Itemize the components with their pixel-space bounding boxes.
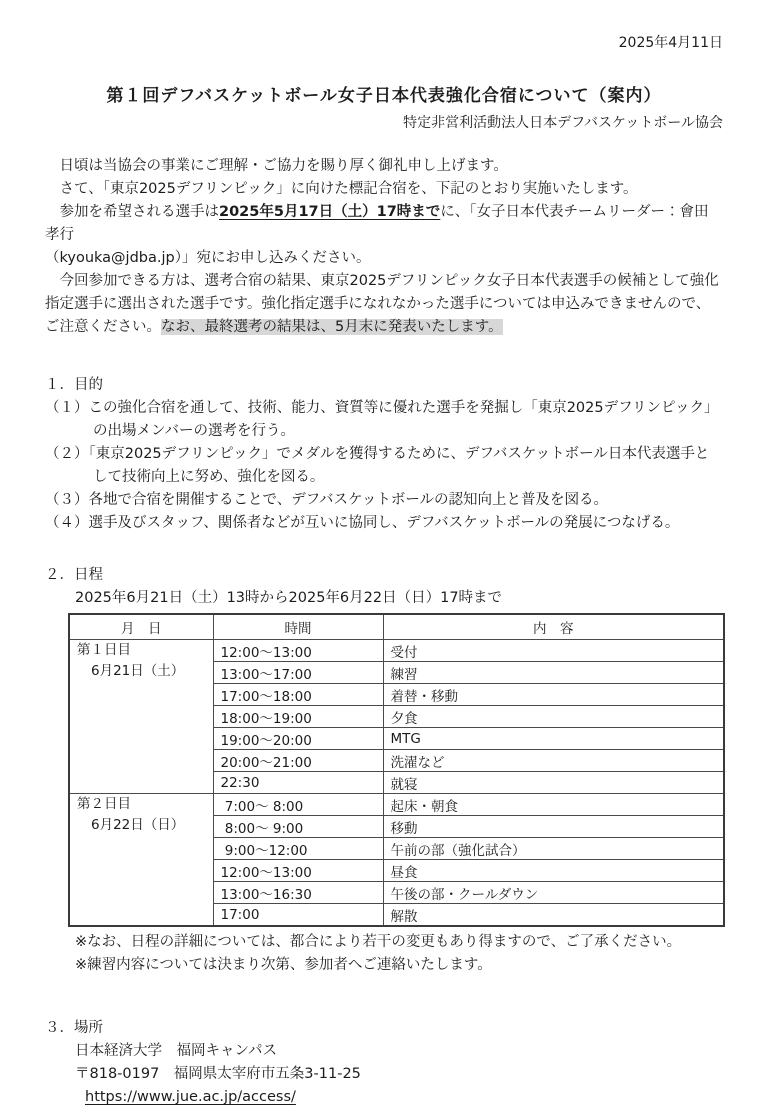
purpose-item-1: （１）この強化合宿を通して、技術、能力、資質等に優れた選手を発掘し「東京2025デフリンピック」 <box>45 400 719 416</box>
header-content: 内 容 <box>383 614 724 640</box>
intro-line-1: 日頃は当協会の事業にご理解・ご協力を賜り厚く御礼申し上げます。 <box>45 158 508 174</box>
document-date: 2025年4月11日 <box>618 35 723 51</box>
day2-label: 第２日目 <box>77 796 131 812</box>
application-deadline: 2025年5月17日（土）17時まで <box>219 204 441 220</box>
schedule-notes <box>45 931 723 977</box>
schedule-heading: ２．日程 <box>45 567 103 583</box>
location-venue: 日本経済大学 福岡キャンパス <box>75 1043 277 1059</box>
content-cell: 洗濯など <box>383 750 724 772</box>
intro-line-7-pre: ご注意ください。 <box>45 319 161 335</box>
time-cell: 9:00～12:00 <box>213 838 383 860</box>
day1-cell <box>69 640 213 794</box>
content-cell: 午前の部（強化試合） <box>383 838 724 860</box>
content-cell: 移動 <box>383 816 724 838</box>
access-map-link[interactable]: https://www.jue.ac.jp/access/ <box>85 1089 296 1105</box>
location-heading: ３．場所 <box>45 1020 103 1036</box>
issuing-organization: 特定非営利活動法人日本デフバスケットボール協会 <box>403 115 723 131</box>
day1-date: 6月21日（土） <box>91 663 185 679</box>
intro-line-3-pre: 参加を希望される選手は <box>45 204 219 220</box>
content-cell: 午後の部・クールダウン <box>383 882 724 904</box>
day1-label: 第１日目 <box>77 642 131 658</box>
section-location <box>45 1017 723 1109</box>
time-cell: 12:00～13:00 <box>213 640 383 662</box>
intro-line-7 <box>45 316 723 339</box>
content-cell: 解散 <box>383 904 724 927</box>
final-selection-notice-highlight: なお、最終選考の結果は、5月末に発表いたします。 <box>161 319 503 335</box>
header-time: 時間 <box>213 614 383 640</box>
time-cell: 22:30 <box>213 772 383 794</box>
content-cell: MTG <box>383 728 724 750</box>
table-header-row <box>69 614 724 640</box>
purpose-item-1-cont: の出場メンバーの選考を行う。 <box>93 423 295 439</box>
header-date: 月 日 <box>69 614 213 640</box>
content-cell: 夕食 <box>383 706 724 728</box>
purpose-item-4: （４）選手及びスタッフ、関係者などが互いに協同し、デフバスケットボールの発展につなげる。 <box>45 515 680 531</box>
purpose-item-2-cont: して技術向上に努め、強化を図る。 <box>93 469 325 485</box>
content-cell: 就寝 <box>383 772 724 794</box>
intro-line-3 <box>45 201 723 247</box>
purpose-heading: １．目的 <box>45 377 103 393</box>
location-address: 〒818-0197 福岡県太宰府市五条3-11-25 <box>75 1066 361 1082</box>
content-cell: 着替・移動 <box>383 684 724 706</box>
day2-cell <box>69 794 213 927</box>
table-row <box>69 640 724 662</box>
time-cell: 8:00～ 9:00 <box>213 816 383 838</box>
time-cell: 13:00～17:00 <box>213 662 383 684</box>
intro-line-5: 今回参加できる方は、選考合宿の結果、東京2025デフリンピック女子日本代表選手の候補として強化 <box>45 273 719 289</box>
content-cell: 受付 <box>383 640 724 662</box>
intro-line-4: （kyouka@jdba.jp）」宛にお申し込みください。 <box>45 250 371 266</box>
intro-line-3-post: に、「女子日本代表チームリーダー：會田孝行 <box>45 204 709 243</box>
intro-line-2: さて、「東京2025デフリンピック」に向けた標記合宿を、下記のとおり実施いたします。 <box>45 181 638 197</box>
purpose-item-3: （３）各地で合宿を開催することで、デフバスケットボールの認知向上と普及を図る。 <box>45 492 609 508</box>
time-cell: 20:00～21:00 <box>213 750 383 772</box>
content-cell: 昼食 <box>383 860 724 882</box>
time-cell: 12:00～13:00 <box>213 860 383 882</box>
section-purpose <box>45 374 723 535</box>
section-schedule <box>45 564 723 977</box>
purpose-item-2: （２）「東京2025デフリンピック」でメダルを獲得するために、デフバスケットボール日本代表選手と <box>45 446 710 462</box>
time-cell: 19:00～20:00 <box>213 728 383 750</box>
time-cell: 17:00 <box>213 904 383 927</box>
time-cell: 13:00～16:30 <box>213 882 383 904</box>
schedule-period: 2025年6月21日（土）13時から2025年6月22日（日）17時まで <box>75 590 503 606</box>
time-cell: 18:00～19:00 <box>213 706 383 728</box>
time-cell: 17:00～18:00 <box>213 684 383 706</box>
schedule-table <box>68 613 725 927</box>
schedule-note-2: ※練習内容については決まり次第、参加者へご連絡いたします。 <box>75 957 492 973</box>
day2-date: 6月22日（日） <box>91 817 185 833</box>
intro-paragraphs <box>45 155 723 339</box>
content-cell: 練習 <box>383 662 724 684</box>
document-title: 第１回デフバスケットボール女子日本代表強化合宿について（案内） <box>106 86 662 106</box>
content-cell: 起床・朝食 <box>383 794 724 816</box>
time-cell: 7:00～ 8:00 <box>213 794 383 816</box>
schedule-note-1: ※なお、日程の詳細については、都合により若干の変更もあり得ますので、ご了承ください。 <box>75 934 682 950</box>
intro-line-6: 指定選手に選出された選手です。強化指定選手になれなかった選手については申込みできませんので、 <box>45 296 711 312</box>
location-url-line <box>85 1086 723 1109</box>
table-row <box>69 794 724 816</box>
